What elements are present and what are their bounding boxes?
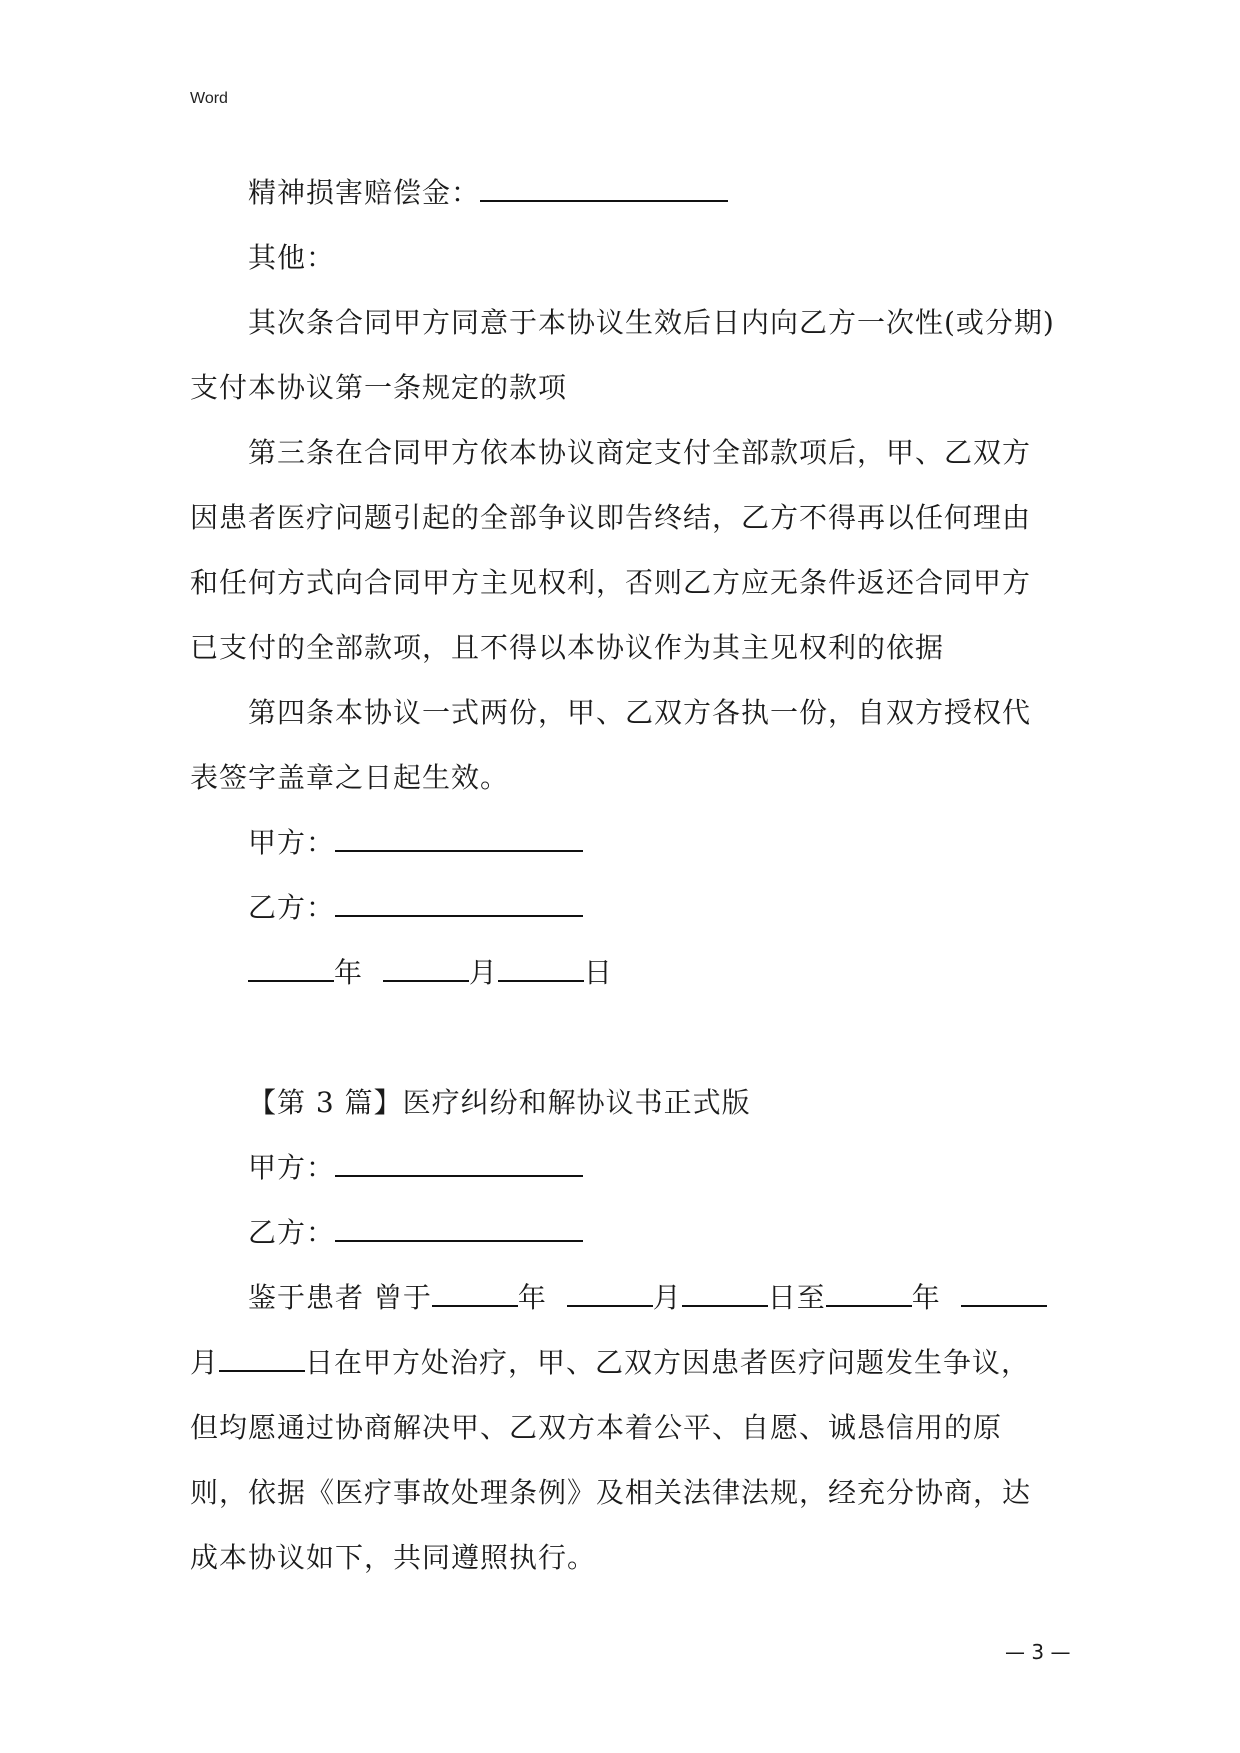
article3-line3: 和任何方式向合同甲方主见权利，否则乙方应无条件返还合同甲方 — [190, 566, 1032, 599]
blank-line — [682, 1271, 768, 1307]
blank-line — [219, 1336, 305, 1372]
blank-line — [567, 1271, 653, 1307]
recital-text: 日在甲方处治疗，甲、乙双方因患者医疗问题发生争议， — [305, 1346, 1031, 1379]
year-label: 年 — [911, 1281, 941, 1314]
day-to-label: 日至 — [767, 1281, 826, 1314]
month-label: 月 — [190, 1346, 220, 1379]
page-number: — 3 — — [1005, 1640, 1071, 1664]
article3-line2: 因患者医疗问题引起的全部争议即告终结，乙方不得再以任何理由 — [190, 501, 1032, 534]
recital-line5: 成本协议如下，共同遵照执行。 — [190, 1541, 597, 1574]
year-label: 年 — [334, 956, 364, 989]
article2-line1: 其次条合同甲方同意于本协议生效后日内向乙方一次性(或分期) — [248, 306, 1055, 339]
blank-line — [335, 881, 583, 917]
day-label: 日 — [583, 956, 613, 989]
blank-line — [335, 1141, 583, 1177]
blank-line — [480, 166, 728, 202]
month-label: 月 — [652, 1281, 682, 1314]
blank-line — [248, 946, 334, 982]
other-line: 其他： — [248, 241, 336, 274]
party-a-line — [190, 1135, 1060, 1200]
party-a-label: 甲方： — [248, 826, 336, 859]
recital-text: 鉴于患者 曾于 — [248, 1281, 432, 1314]
blank-line — [335, 1206, 583, 1242]
header-label: Word — [190, 90, 228, 107]
party-b-label: 乙方： — [248, 891, 336, 924]
blank-line — [432, 1271, 518, 1307]
party-b-line — [190, 1200, 1060, 1265]
recital-line4: 则，依据《医疗事故处理条例》及相关法律法规，经充分协商，达 — [190, 1476, 1032, 1509]
date-line — [190, 940, 1060, 1005]
blank-line — [498, 946, 584, 982]
mental-damages-label: 精神损害赔偿金： — [248, 176, 481, 209]
month-label: 月 — [468, 956, 498, 989]
party-a-line — [190, 810, 1060, 875]
recital-line3: 但均愿通过协商解决甲、乙双方本着公平、自愿、诚恳信用的原 — [190, 1411, 1003, 1444]
mental-damages-line — [190, 160, 1060, 225]
article3-line1: 第三条在合同甲方依本协议商定支付全部款项后，甲、乙双方 — [248, 436, 1032, 469]
blank-line — [335, 816, 583, 852]
section-title: 【第 3 篇】医疗纠纷和解协议书正式版 — [248, 1086, 751, 1119]
article2-line2: 支付本协议第一条规定的款项 — [190, 371, 568, 404]
recital-line1 — [190, 1265, 1060, 1330]
blank-line — [383, 946, 469, 982]
party-a-label: 甲方： — [248, 1151, 336, 1184]
document-body — [190, 160, 1060, 1590]
article4-line1: 第四条本协议一式两份，甲、乙双方各执一份，自双方授权代 — [248, 696, 1032, 729]
blank-line — [826, 1271, 912, 1307]
article3-line4: 已支付的全部款项，且不得以本协议作为其主见权利的依据 — [190, 631, 945, 664]
section-gap — [190, 1005, 1060, 1070]
blank-line — [961, 1271, 1047, 1307]
article4-line2: 表签字盖章之日起生效。 — [190, 761, 510, 794]
party-b-line — [190, 875, 1060, 940]
year-label: 年 — [517, 1281, 547, 1314]
party-b-label: 乙方： — [248, 1216, 336, 1249]
recital-line2 — [190, 1330, 1060, 1395]
